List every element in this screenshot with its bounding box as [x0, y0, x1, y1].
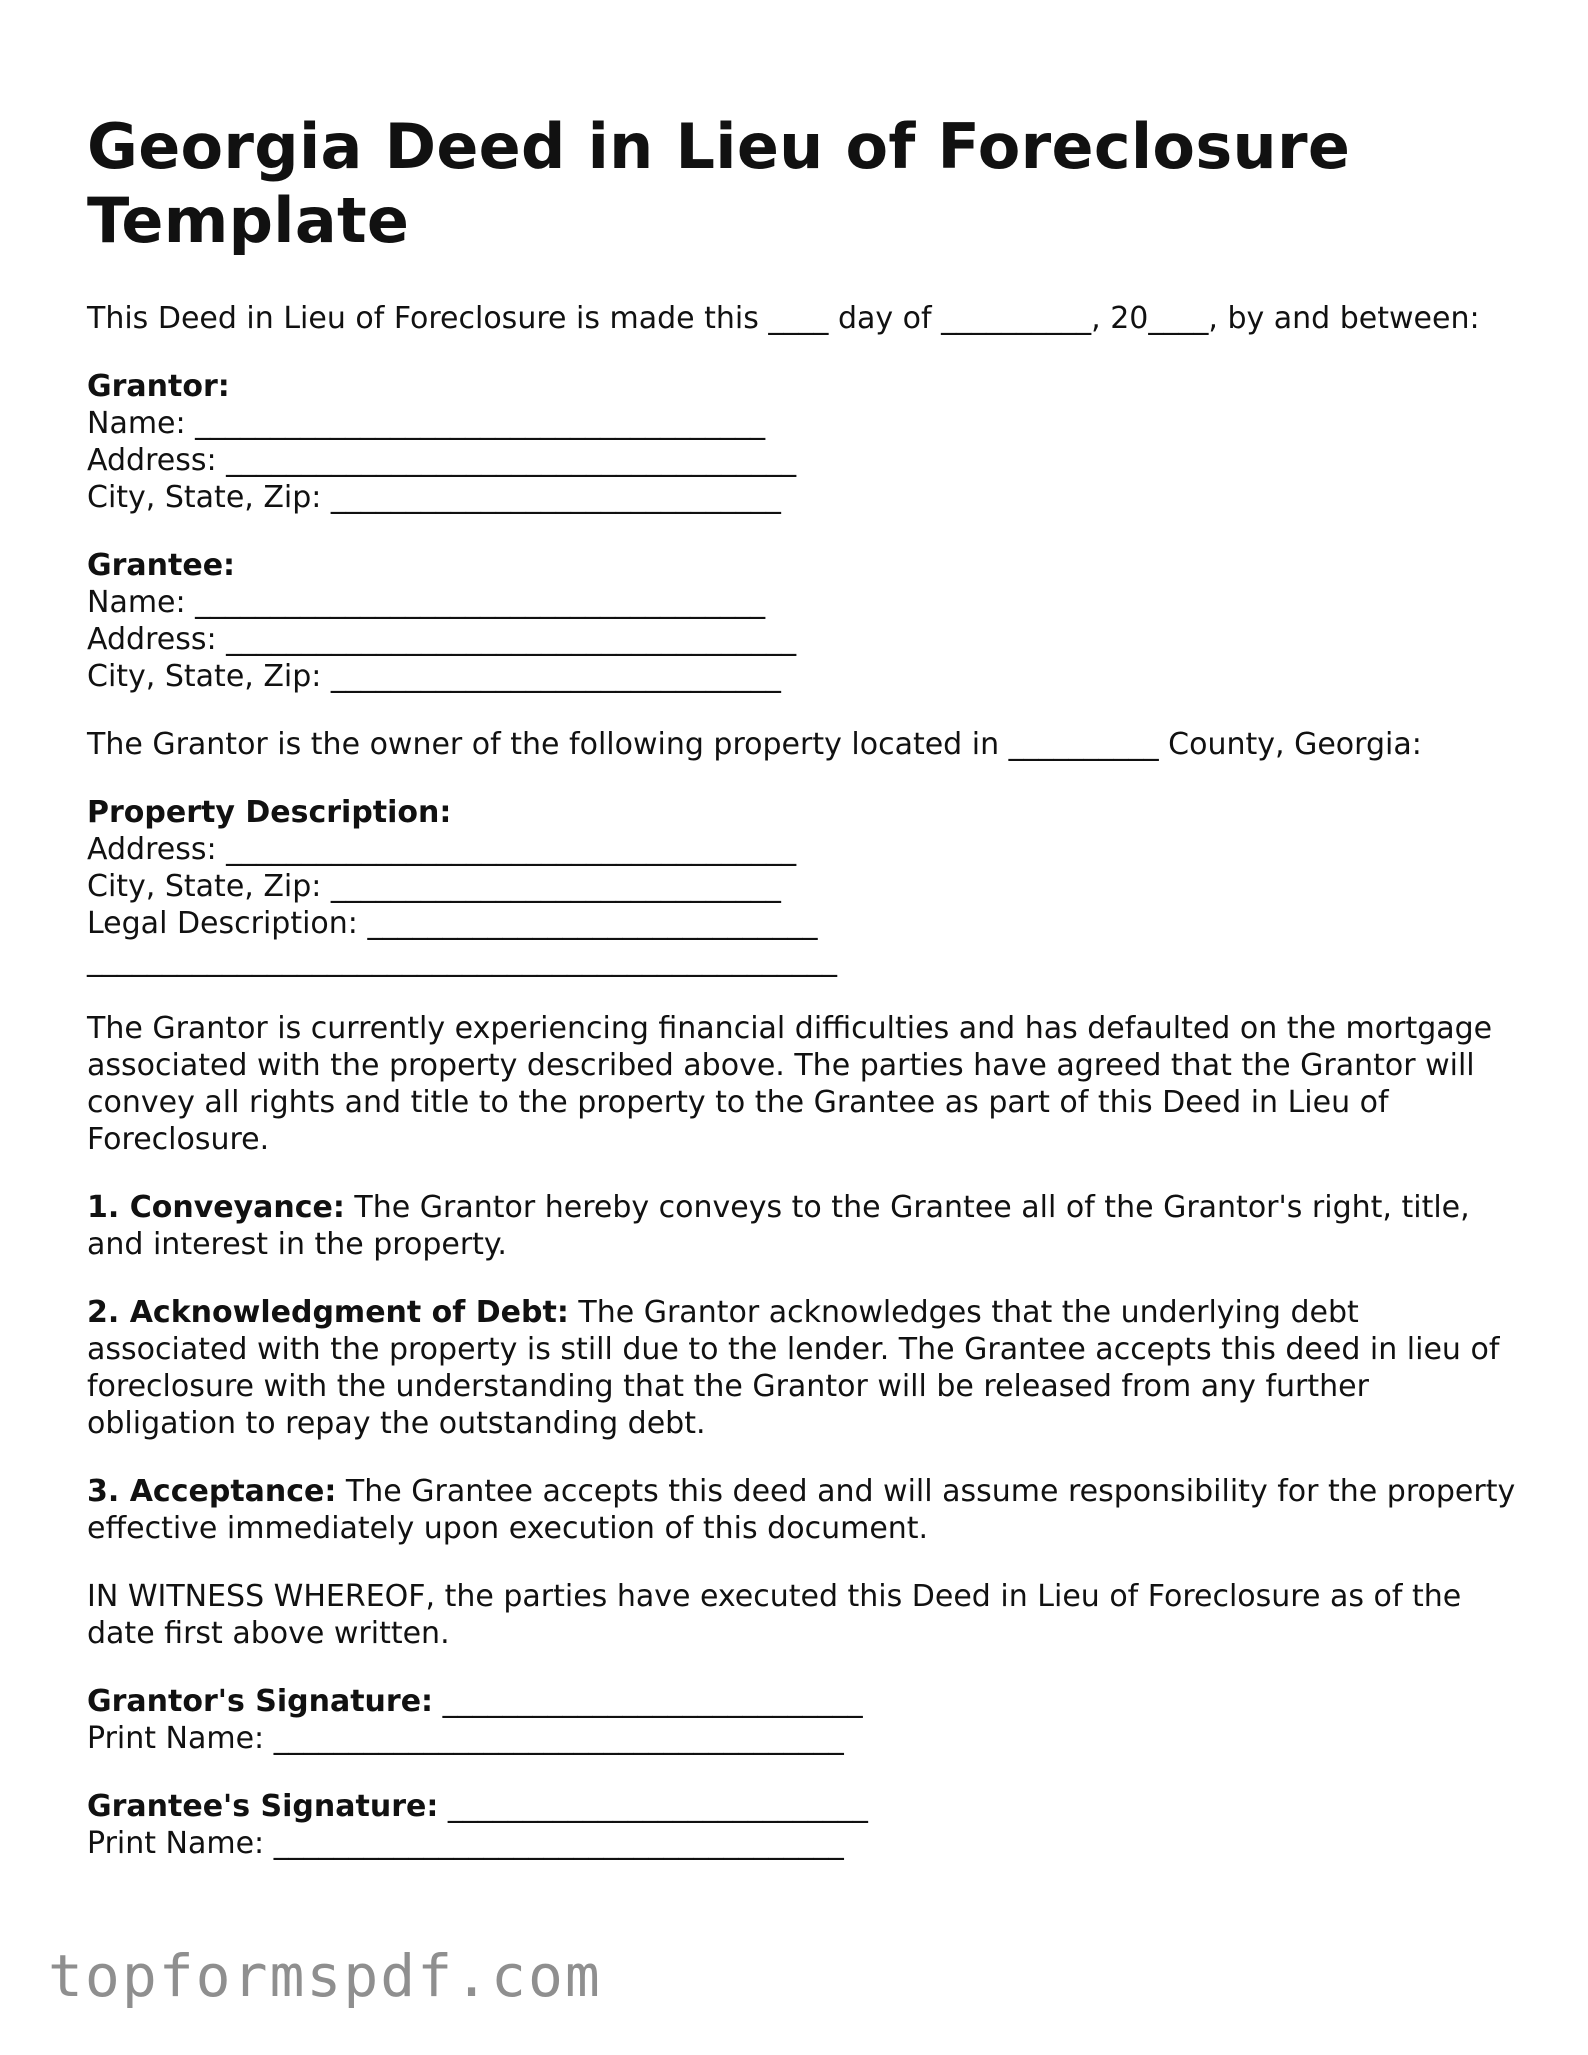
- property-legal-description-field[interactable]: Legal Description: ______________________________: [87, 906, 818, 941]
- witness-paragraph: IN WITNESS WHEREOF, the parties have executed this Deed in Lieu of Foreclosure as of the date first above written.: [87, 1579, 1462, 1651]
- grantor-signature-block: [87, 1683, 1517, 1757]
- property-city-state-zip-field[interactable]: City, State, Zip: ______________________________: [87, 869, 781, 904]
- clause-conveyance-label: 1. Conveyance:: [87, 1190, 345, 1225]
- grantor-signature-field[interactable]: ____________________________: [433, 1684, 863, 1719]
- clause-acknowledgment-of-debt: [87, 1294, 1517, 1442]
- clause-acceptance: [87, 1473, 1517, 1547]
- clause-acknowledgment-label: 2. Acknowledgment of Debt:: [87, 1295, 569, 1330]
- grantor-city-state-zip-field[interactable]: City, State, Zip: ______________________________: [87, 480, 781, 515]
- property-section: [87, 794, 1517, 979]
- grantor-signature-row: [87, 1683, 1517, 1720]
- clause-acceptance-text: The Grantee accepts this deed and will assume responsibility for the property effective immediately upon execution of this document.: [87, 1474, 1516, 1546]
- clause-conveyance-text: The Grantor hereby conveys to the Grantee all of the Grantor's right, title, and interest in the property.: [87, 1190, 1470, 1262]
- clause-acknowledgment-text: The Grantor acknowledges that the underlying debt associated with the property is still due to the lender. The Grantee accepts this deed in lieu of foreclosure with the understanding that the Grantor will be released from any further obligation to repay the outstanding debt.: [87, 1295, 1500, 1441]
- grantor-print-name-field[interactable]: Print Name: ______________________________________: [87, 1721, 844, 1756]
- document-page: [87, 110, 1517, 1893]
- watermark-text: topformspdf.com: [48, 1942, 602, 2010]
- intro-paragraph: This Deed in Lieu of Foreclosure is made this ____ day of __________, 20____, by and between:: [87, 301, 1480, 336]
- property-address-field[interactable]: Address: ______________________________________: [87, 832, 797, 867]
- grantee-address-field[interactable]: Address: ______________________________________: [87, 622, 797, 657]
- grantee-signature-field[interactable]: ____________________________: [438, 1789, 868, 1824]
- clause-conveyance: [87, 1189, 1517, 1263]
- hardship-paragraph: The Grantor is currently experiencing financial difficulties and has defaulted on the mortgage associated with the property described above. The parties have agreed that the Grantor will convey all rights and title to the property to the Grantee as part of this Deed in Lieu of Foreclosure.: [87, 1011, 1493, 1157]
- grantor-address-field[interactable]: Address: ______________________________________: [87, 443, 797, 478]
- property-heading: Property Description:: [87, 795, 452, 830]
- grantee-signature-row: [87, 1788, 1517, 1825]
- grantee-heading: Grantee:: [87, 548, 236, 583]
- grantor-section: [87, 368, 1517, 516]
- property-intro-paragraph: The Grantor is the owner of the following property located in __________ County, Georgia:: [87, 727, 1422, 762]
- grantor-heading: Grantor:: [87, 369, 230, 404]
- grantee-city-state-zip-field[interactable]: City, State, Zip: ______________________________: [87, 659, 781, 694]
- grantee-name-field[interactable]: Name: ______________________________________: [87, 585, 766, 620]
- grantee-section: [87, 547, 1517, 695]
- property-legal-description-extra-line[interactable]: __________________________________________________: [87, 943, 837, 978]
- document-title: Georgia Deed in Lieu of Foreclosure Template: [87, 110, 1351, 257]
- clause-acceptance-label: 3. Acceptance:: [87, 1474, 337, 1509]
- grantee-print-name-field[interactable]: Print Name: ______________________________________: [87, 1826, 844, 1861]
- grantor-name-field[interactable]: Name: ______________________________________: [87, 406, 766, 441]
- grantee-signature-block: [87, 1788, 1517, 1862]
- grantee-signature-label: Grantee's Signature:: [87, 1789, 439, 1824]
- grantor-signature-label: Grantor's Signature:: [87, 1684, 434, 1719]
- document-body: [87, 300, 1517, 1862]
